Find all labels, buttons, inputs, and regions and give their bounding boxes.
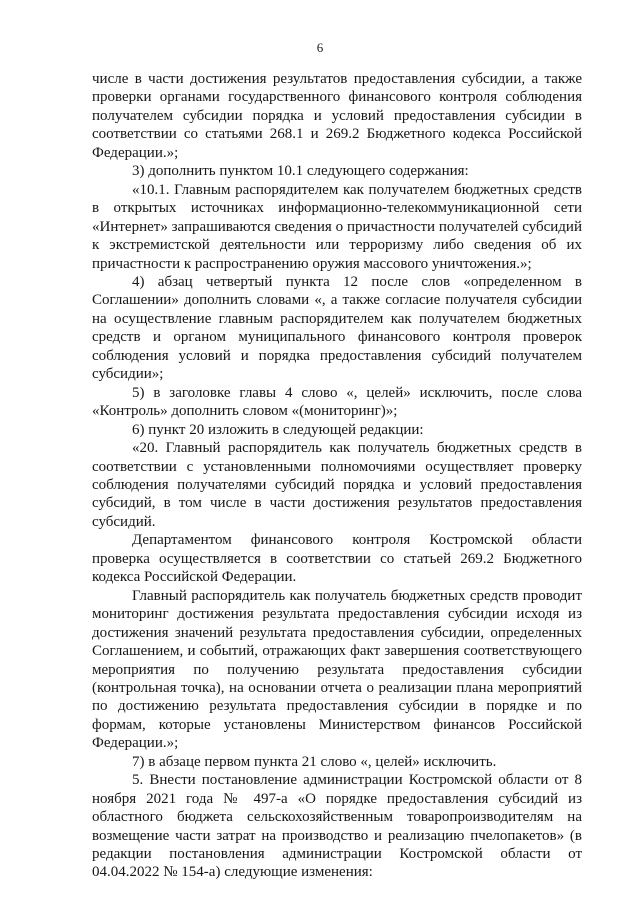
paragraph-item-7: 7) в абзаце первом пункта 21 слово «, целей» исключить. xyxy=(132,753,497,770)
paragraph-clause-20: «20. Главный распорядитель как получатель бюджетных средств в соответствии с установленными полномочиями осуществляет проверку соблюдения получателями субсидий порядка и условий предоставления субсидий, в том числе в части достижения результатов предоставления субсидий. xyxy=(92,440,582,530)
page-number: 6 xyxy=(316,40,324,55)
document-body xyxy=(92,70,582,882)
paragraph-item-6: 6) пункт 20 изложить в следующей редакции: xyxy=(132,421,424,438)
paragraph-section-5: 5. Внести постановление администрации Костромской области от 8 ноября 2021 года № 497-а «О порядке предоставления субсидий из областного бюджета сельскохозяйственным товаропроизводителям на возмещение части затрат на производство и реализацию пчелопакетов» (в редакции постановления администрации Костромской области от 04.04.2022 № 154-а) следующие изменения: xyxy=(92,772,582,881)
paragraph-continuation: числе в части достижения результатов предоставления субсидии, а также проверки органами государственного финансового контроля соблюдения получателем субсидии порядка и условий предоставления субсидии в соответствии со статьями 268.1 и 269.2 Бюджетного кодекса Российской Федерации.»; xyxy=(92,71,582,161)
paragraph-clause-10-1: «10.1. Главным распорядителем как получателем бюджетных средств в открытых источниках информационно-телекоммуникационной сети «Интернет» запрашиваются сведения о причастности получателей субсидий к экстремистской деятельности или терроризму либо сведения об их причастности к распространению оружия массового уничтожения.»; xyxy=(92,181,582,272)
paragraph-item-5: 5) в заголовке главы 4 слово «, целей» исключить, после слова «Контроль» дополнить словом «(мониторинг)»; xyxy=(92,384,582,420)
paragraph-item-3: 3) дополнить пунктом 10.1 следующего содержания: xyxy=(132,163,469,180)
paragraph-monitoring: Главный распорядитель как получатель бюджетных средств проводит мониторинг достижения результата предоставления субсидии исходя из достижения значений результата предоставления субсидии, определенных Соглашением, и событий, отражающих факт завершения соответствующего мероприятия по получению результата предоставления субсидии (контрольная точка), на основании отчета о реализации плана мероприятий по достижению результата предоставления субсидии в порядке и по формам, которые установлены Министерством финансов Российской Федерации.»; xyxy=(92,587,582,752)
paragraph-item-4: 4) абзац четвертый пункта 12 после слов «определенном в Соглашении» дополнить словами «, а также согласие получателя субсидии на осуществление главным распорядителем как получателем бюджетных средств и органом муниципального финансового контроля проверок соблюдения условий и порядка предоставления субсидий получателем субсидии»; xyxy=(92,273,582,383)
paragraph-department-check: Департаментом финансового контроля Костромской области проверка осуществляется в соответствии со статьей 269.2 Бюджетного кодекса Российской Федерации. xyxy=(92,532,582,586)
